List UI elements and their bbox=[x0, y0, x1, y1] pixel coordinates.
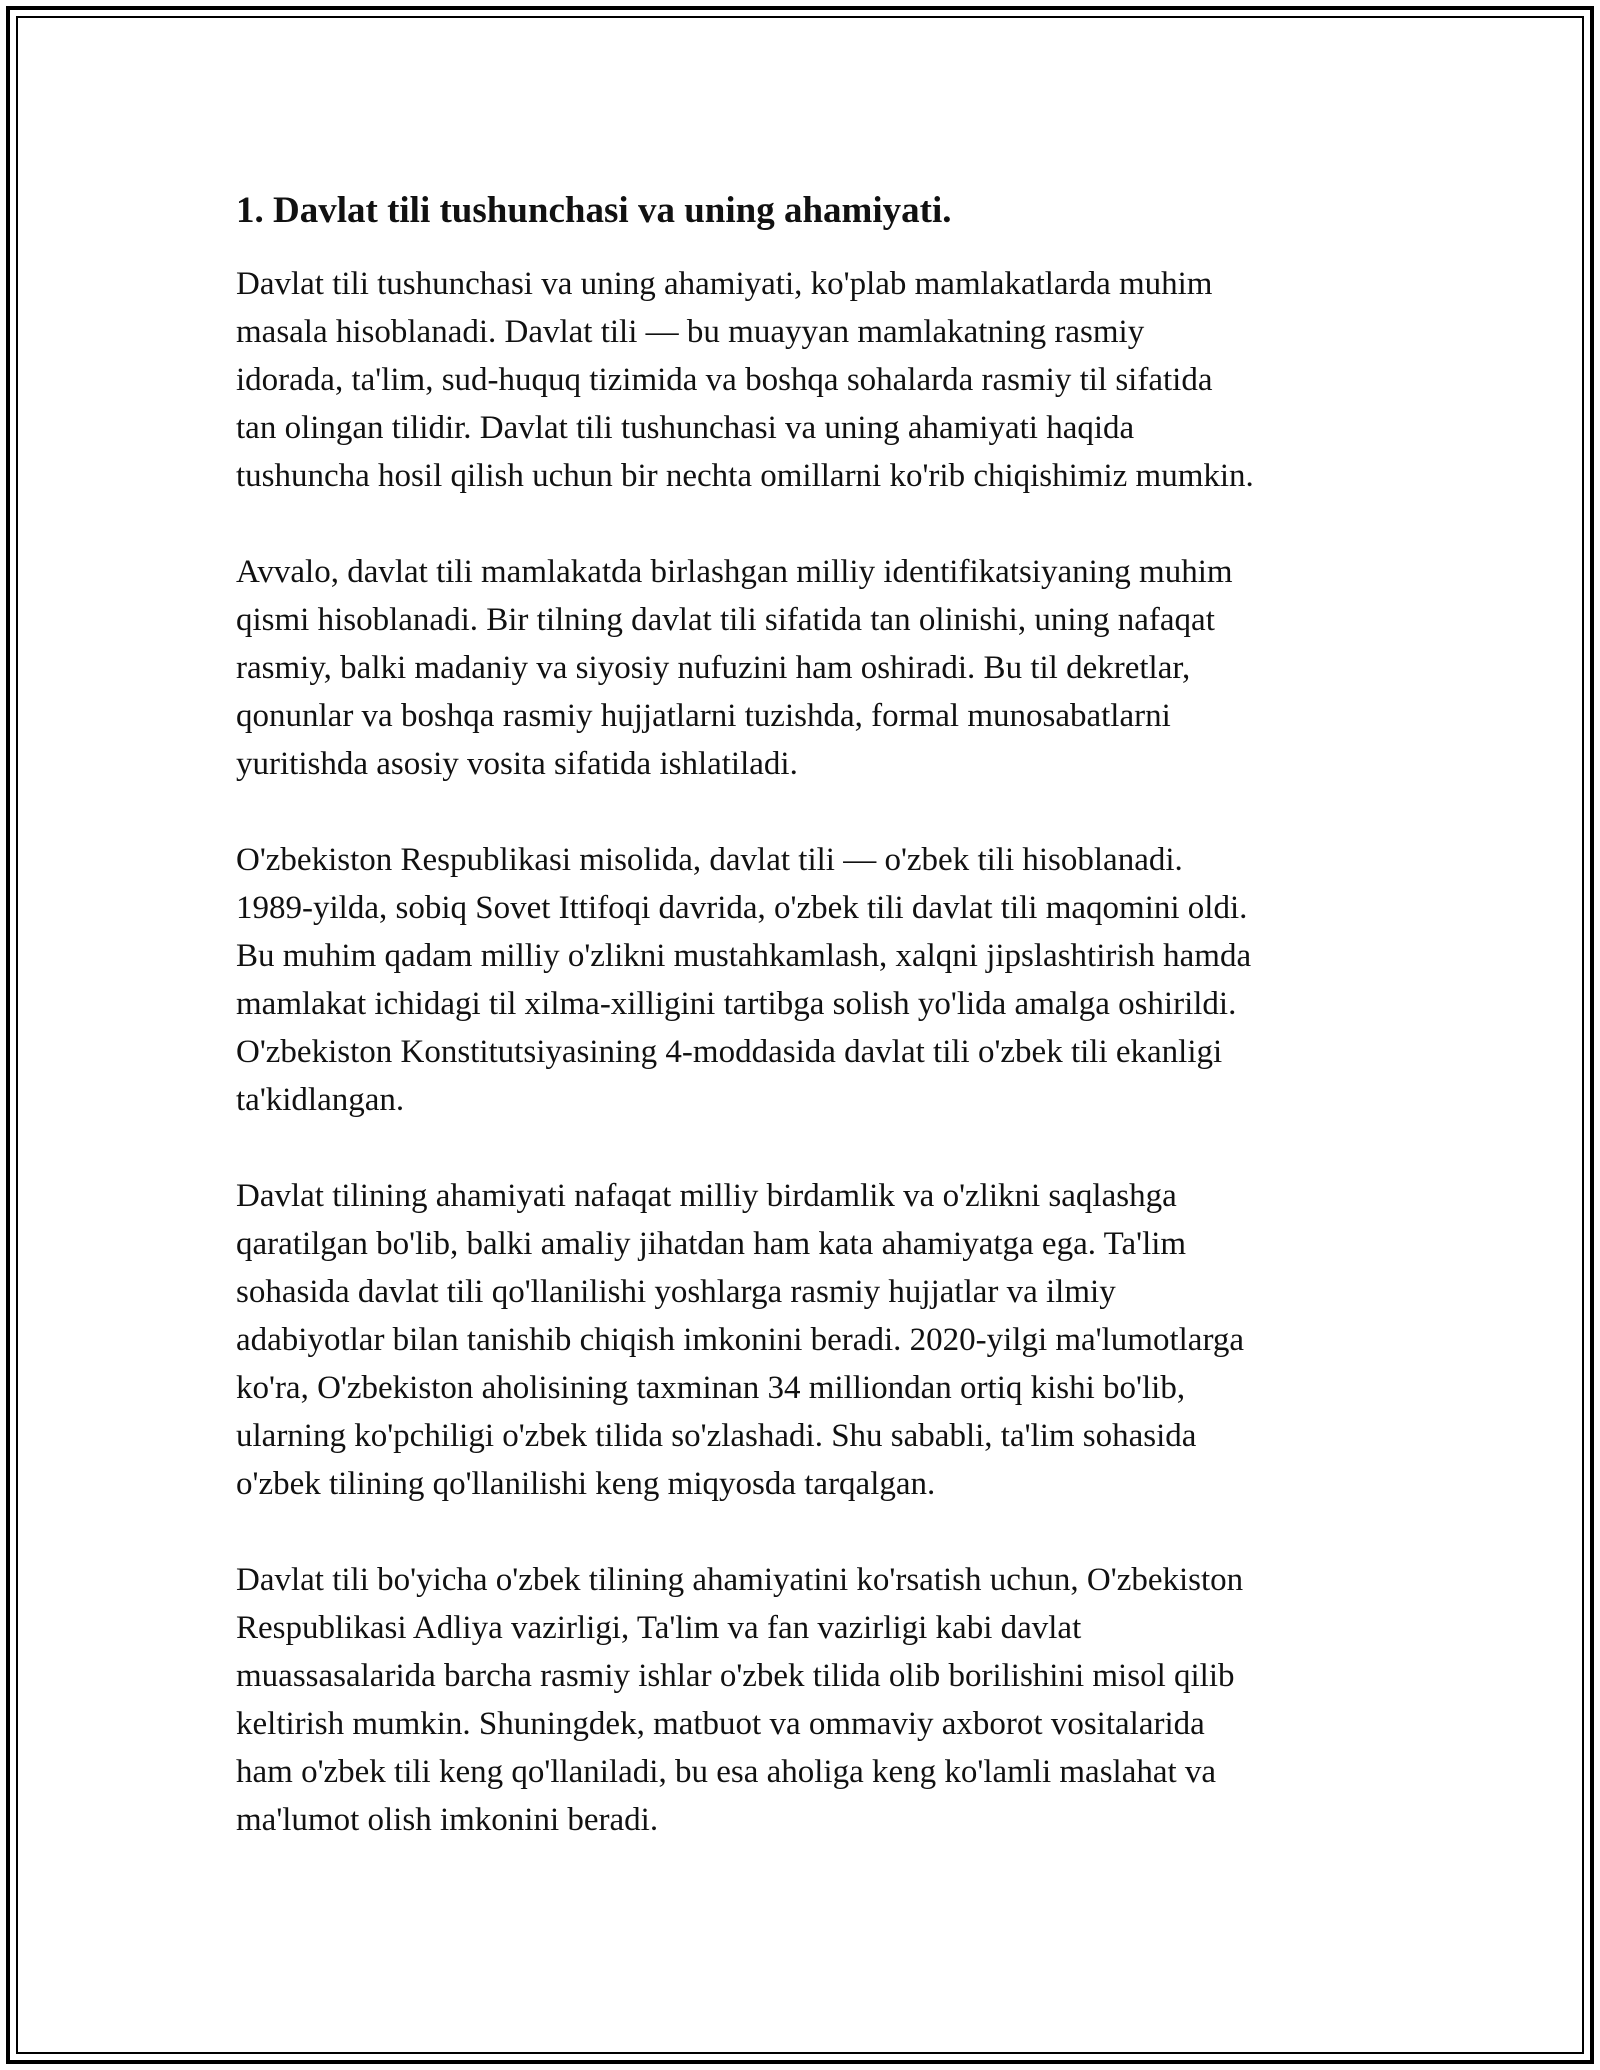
paragraph-concept: Davlat tili tushunchasi va uning ahamiyati, ko'plab mamlakatlarda muhim masala hisoblanadi. Davlat tili — bu muayyan mamlakatning rasmiy idorada, ta'lim, sud-huquq tizimida va boshqa sohalarda rasmiy til sifatida tan olingan tilidir. Davlat tili tushunchasi va uning ahamiyati haqida tushuncha hosil qilish uchun bir nechta omillarni ko'rib chiqishimiz mumkin. bbox=[236, 266, 1254, 494]
paragraph-national-identity: Avvalo, davlat tili mamlakatda birlashgan milliy identifikatsiyaning muhim qismi hisoblanadi. Bir tilning davlat tili sifatida tan olinishi, uning nafaqat rasmiy, balki madaniy va siyosiy nufuzini ham oshiradi. Bu til dekretlar, qonunlar va boshqa rasmiy hujjatlarni tuzishda, formal munosabatlarni yuritishda asosiy vosita sifatida ishlatiladi. bbox=[236, 554, 1233, 782]
document-page bbox=[236, 186, 1376, 1844]
paragraph-government-usage: Davlat tili bo'yicha o'zbek tilining ahamiyatini ko'rsatish uchun, O'zbekiston Respublikasi Adliya vazirligi, Ta'lim va fan vazirligi kabi davlat muassasalarida barcha rasmiy ishlar o'zbek tilida olib borilishini misol qilib keltirish mumkin. Shuningdek, matbuot va ommaviy axborot vositalarida ham o'zbek tili keng qo'llaniladi, bu esa aholiga keng ko'lamli maslahat va ma'lumot olish imkonini beradi. bbox=[236, 1562, 1244, 1838]
section-heading: 1. Davlat tili tushunchasi va uning ahamiyati. bbox=[236, 190, 952, 231]
paragraph-uzbekistan-example: O'zbekiston Respublikasi misolida, davlat tili — o'zbek tili hisoblanadi. 1989-yilda, sobiq Sovet Ittifoqi davrida, o'zbek tili davlat tili maqomini oldi. Bu muhim qadam milliy o'zlikni mustahkamlash, xalqni jipslashtirish hamda mamlakat ichidagi til xilma-xilligini tartibga solish yo'lida amalga oshirildi. O'zbekiston Konstitutsiyasining 4-moddasida davlat tili o'zbek tili ekanligi ta'kidlangan. bbox=[236, 842, 1252, 1118]
paragraph-practical-importance: Davlat tilining ahamiyati nafaqat milliy birdamlik va o'zlikni saqlashga qaratilgan bo'lib, balki amaliy jihatdan ham kata ahamiyatga ega. Ta'lim sohasida davlat tili qo'llanilishi yoshlarga rasmiy hujjatlar va ilmiy adabiyotlar bilan tanishib chiqish imkonini beradi. 2020-yilgi ma'lumotlarga ko'ra, O'zbekiston aholisining taxminan 34 milliondan ortiq kishi bo'lib, ularning ko'pchiligi o'zbek tilida so'zlashadi. Shu sababli, ta'lim sohasida o'zbek tilining qo'llanilishi keng miqyosda tarqalgan. bbox=[236, 1178, 1244, 1502]
